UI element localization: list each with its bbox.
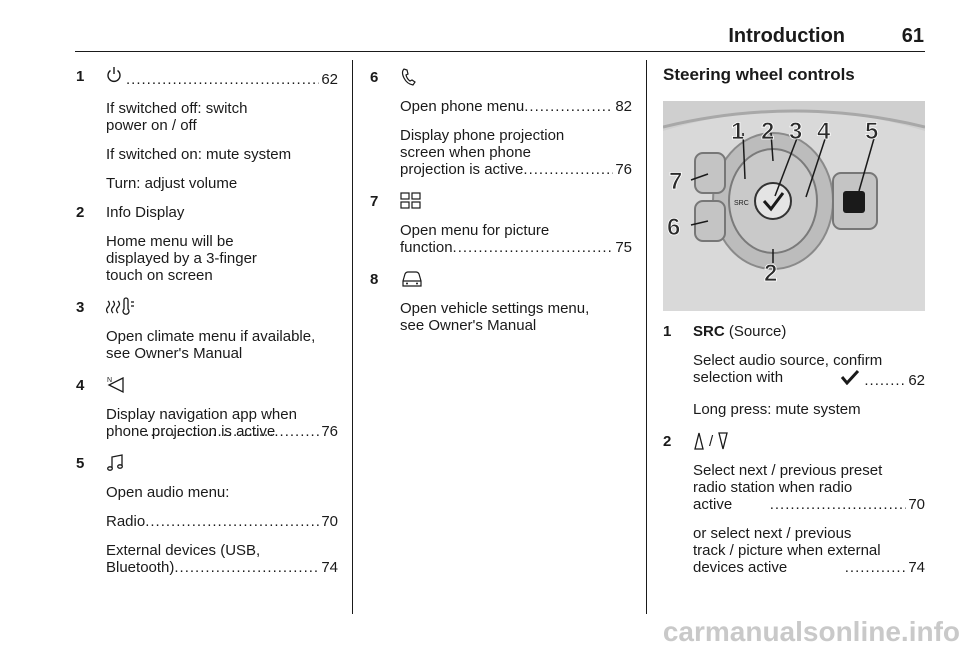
column-3 — [663, 66, 925, 588]
item-number: 6 — [370, 69, 379, 86]
page-ref: 74 — [321, 559, 338, 576]
page-ref: 76 — [321, 423, 338, 440]
page-ref: 82 — [615, 98, 632, 115]
page-ref: 70 — [321, 513, 338, 530]
toc-line: Select next / previous preset radio station when radio active ..... 70 — [693, 462, 925, 513]
navigation-icon — [106, 375, 126, 395]
callout-1: 1 — [731, 118, 745, 145]
item-8 — [370, 268, 632, 334]
item-number: 8 — [370, 271, 379, 288]
item-number: 7 — [370, 193, 379, 210]
checkmark-icon — [840, 369, 860, 385]
item-7 — [370, 190, 632, 256]
wheel-item-2 — [663, 430, 925, 576]
phone-icon — [400, 67, 418, 87]
callout-3: 3 — [789, 118, 803, 145]
callout-4: 4 — [817, 118, 831, 145]
callout-2: 2 — [761, 118, 775, 145]
toc-line: Select audio source, confirm selection with ..... 62 — [693, 352, 925, 389]
toc-line: or select next / previous track / picture when external devices active ..... 74 — [693, 525, 925, 576]
column-1 — [76, 66, 338, 588]
item-6 — [370, 66, 632, 178]
page-ref: 70 — [908, 496, 925, 513]
item-number: 1 — [663, 323, 672, 340]
item-number: 1 — [76, 68, 85, 85]
toc-line: Open phone menu ..... 82 — [400, 98, 632, 115]
steering-wheel-figure — [663, 101, 925, 311]
header-rule — [75, 51, 925, 52]
page-ref: 62 — [908, 372, 925, 389]
paragraph: If switched on: mute system — [106, 146, 292, 163]
svg-text:N: N — [107, 377, 113, 384]
toc-line — [106, 66, 338, 88]
up-down-arrow-icons — [693, 430, 925, 452]
paragraph: If switched off: switch power on / off — [106, 100, 248, 134]
picture-grid-icon — [400, 191, 422, 211]
column-divider-right — [646, 60, 647, 614]
wheel-item-1 — [663, 323, 925, 418]
page-ref: 75 — [615, 239, 632, 256]
climate-icon — [106, 297, 138, 317]
paragraph: Open audio menu: — [106, 484, 230, 501]
item-title: Info Display — [106, 204, 185, 221]
section-title: Steering wheel controls — [663, 65, 855, 84]
item-number: 3 — [76, 299, 85, 316]
page-ref: 62 — [321, 71, 338, 88]
page-ref: 76 — [615, 161, 632, 178]
toc-line: Open menu for picture function ..... 75 — [400, 222, 632, 256]
slash: / — [709, 432, 714, 450]
callout-2-lower: 2 — [764, 260, 778, 287]
callout-6: 6 — [667, 214, 681, 241]
header-title: Introduction — [728, 25, 845, 47]
paragraph: Open vehicle settings menu, see Owner's Manual — [400, 300, 590, 334]
item-number: 5 — [76, 455, 85, 472]
callout-7: 7 — [669, 168, 683, 195]
callout-5: 5 — [865, 118, 879, 145]
paragraph: Display navigation app when phone projection is active — [106, 406, 297, 440]
page-number: 61 — [901, 25, 924, 47]
item-title: SRC (Source) — [693, 323, 787, 340]
toc-line: External devices (USB, Bluetooth) ..... 74 — [106, 542, 338, 576]
item-3 — [76, 296, 338, 362]
item-number: 2 — [76, 204, 85, 221]
paragraph: Home menu will be displayed by a 3-finger touch on screen — [106, 233, 257, 284]
paragraph: Open climate menu if available, see Owner's Manual — [106, 328, 316, 362]
watermark: carmanualsonline.info — [662, 616, 960, 647]
paragraph: Turn: adjust volume — [106, 175, 238, 192]
item-1 — [76, 66, 338, 192]
arrow-down-icon — [717, 431, 729, 451]
item-2 — [76, 204, 338, 284]
arrow-up-icon — [693, 431, 705, 451]
power-icon — [106, 66, 122, 84]
music-note-icon — [106, 453, 126, 473]
src-label: SRC — [734, 200, 749, 207]
item-number: 4 — [76, 377, 85, 394]
page-ref: 74 — [908, 559, 925, 576]
toc-line: Display phone projection screen when phone projection is active ..... 76 — [400, 127, 632, 178]
paragraph: Long press: mute system — [693, 401, 861, 418]
car-icon — [400, 269, 424, 289]
column-2 — [370, 66, 632, 346]
column-divider-left — [352, 60, 353, 614]
toc-line: Radio ..... 70 — [106, 513, 338, 530]
item-4 — [76, 374, 338, 440]
item-5 — [76, 452, 338, 576]
item-number: 2 — [663, 433, 672, 450]
